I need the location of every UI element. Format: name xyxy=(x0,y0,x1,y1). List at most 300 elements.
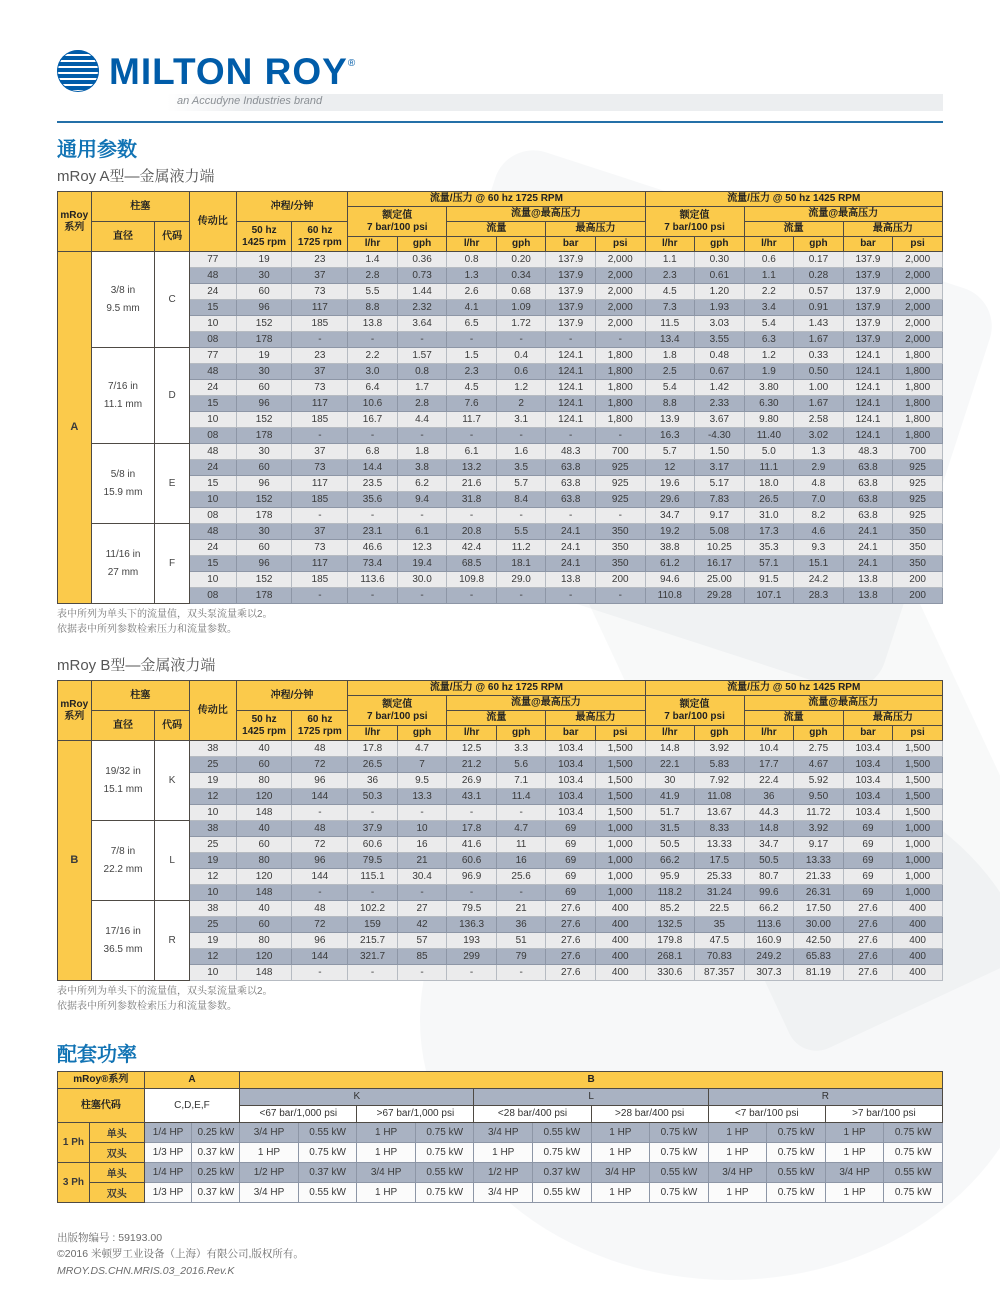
ratio-cell: 24 xyxy=(189,380,236,396)
flow-cell: 42.4 xyxy=(447,540,497,556)
hdr-series: mRoy 系列 xyxy=(58,681,92,741)
flow-cell: 1.2 xyxy=(744,348,794,364)
flow-cell: 5.08 xyxy=(695,524,745,540)
flow-cell: 137.9 xyxy=(843,332,893,348)
flow-cell: 63.8 xyxy=(843,508,893,524)
phase-label: 3 Ph xyxy=(58,1163,90,1203)
flow-cell: - xyxy=(397,588,447,604)
plunger-size-mm: 11.1 mm xyxy=(103,398,143,410)
flow-cell: 400 xyxy=(893,901,943,917)
flow-cell: 69 xyxy=(546,837,596,853)
flow-cell: 2,000 xyxy=(595,268,645,284)
spec-row xyxy=(58,444,943,460)
flow-cell: 34.7 xyxy=(645,508,695,524)
flow-cell: 110.8 xyxy=(645,588,695,604)
flow-cell: 1,800 xyxy=(595,348,645,364)
power-value: 0.75 kW xyxy=(767,1183,826,1203)
hdr-flow50: 流量/压力 @ 50 hz 1425 RPM xyxy=(645,192,942,207)
flow-cell: 4.5 xyxy=(645,284,695,300)
flow-cell: 152 xyxy=(236,412,292,428)
flow-cell: 1,500 xyxy=(595,789,645,805)
flow-cell: 117 xyxy=(292,476,348,492)
flow-cell: 69 xyxy=(546,885,596,901)
flow-cell: 0.4 xyxy=(496,348,546,364)
flow-cell: 193 xyxy=(447,933,497,949)
flow-cell: 37.9 xyxy=(348,821,398,837)
power-value: 1 HP xyxy=(591,1183,650,1203)
spec-row xyxy=(58,268,943,284)
flow-cell: 60 xyxy=(236,917,292,933)
power-value: 0.75 kW xyxy=(650,1143,709,1163)
flow-cell: - xyxy=(496,805,546,821)
flow-cell: 9.17 xyxy=(695,508,745,524)
flow-cell: 17.3 xyxy=(744,524,794,540)
flow-cell: 1.42 xyxy=(695,380,745,396)
flow-cell: 73 xyxy=(292,540,348,556)
mroy-b-spec-table xyxy=(57,680,943,981)
flow-cell: 144 xyxy=(292,949,348,965)
flow-cell: 400 xyxy=(595,901,645,917)
hdr-range: >28 bar/400 psi xyxy=(591,1106,708,1123)
flow-cell: 103.4 xyxy=(843,741,893,757)
flow-cell: 9.50 xyxy=(794,789,844,805)
power-value: 1 HP xyxy=(825,1143,884,1163)
flow-cell: 19.4 xyxy=(397,556,447,572)
flow-cell: 107.1 xyxy=(744,588,794,604)
power-value: 3/4 HP xyxy=(240,1123,299,1143)
flow-cell: 9.4 xyxy=(397,492,447,508)
flow-cell: 17.8 xyxy=(447,821,497,837)
flow-cell: 5.83 xyxy=(695,757,745,773)
flow-cell: 3.0 xyxy=(348,364,398,380)
milton-roy-globe-icon xyxy=(57,50,99,92)
ratio-cell: 08 xyxy=(189,428,236,444)
flow-cell: - xyxy=(447,428,497,444)
flow-cell: 69 xyxy=(546,853,596,869)
flow-cell: 60 xyxy=(236,837,292,853)
head-type-label: 双头 xyxy=(89,1143,144,1163)
flow-cell: 148 xyxy=(236,805,292,821)
hdr-ratio: 传动比 xyxy=(189,681,236,741)
flow-cell: 5.17 xyxy=(695,476,745,492)
flow-cell: 96 xyxy=(236,476,292,492)
flow-cell: 115.1 xyxy=(348,869,398,885)
hdr-plunger: 柱塞 xyxy=(91,192,189,222)
power-value: 1/3 HP xyxy=(144,1143,192,1163)
flow-cell: - xyxy=(447,508,497,524)
power-value: 0.75 kW xyxy=(884,1143,943,1163)
flow-cell: - xyxy=(292,508,348,524)
flow-cell: 65.83 xyxy=(794,949,844,965)
flow-cell: 2.6 xyxy=(447,284,497,300)
flow-cell: 37 xyxy=(292,524,348,540)
flow-cell: 124.1 xyxy=(843,380,893,396)
flow-cell: 44.3 xyxy=(744,805,794,821)
section-title-power: 配套功率 xyxy=(57,1044,137,1066)
flow-cell: 6.30 xyxy=(744,396,794,412)
hdr-psi: psi xyxy=(893,726,943,741)
spec-row xyxy=(58,492,943,508)
power-value: 0.75 kW xyxy=(767,1143,826,1163)
plunger-code: K xyxy=(155,741,190,821)
flow-cell: 69 xyxy=(546,869,596,885)
hdr-psi: psi xyxy=(595,726,645,741)
flow-cell: 120 xyxy=(236,789,292,805)
plunger-size-mm: 15.9 mm xyxy=(103,486,143,498)
flow-cell: 11.2 xyxy=(496,540,546,556)
plunger-code: L xyxy=(155,821,190,901)
flow-cell: 0.36 xyxy=(397,252,447,268)
flow-cell: 2.2 xyxy=(348,348,398,364)
flow-cell: 13.8 xyxy=(546,572,596,588)
flow-cell: 1,800 xyxy=(595,364,645,380)
flow-cell: 0.67 xyxy=(695,364,745,380)
flow-cell: 50.5 xyxy=(744,853,794,869)
spec-row xyxy=(58,869,943,885)
flow-cell: 6.3 xyxy=(744,332,794,348)
flow-cell: 80 xyxy=(236,853,292,869)
flow-cell: 3.80 xyxy=(744,380,794,396)
flow-cell: 69 xyxy=(843,837,893,853)
brand-text: MILTON ROY xyxy=(109,50,348,92)
flow-cell: 0.8 xyxy=(397,364,447,380)
flow-cell: 102.2 xyxy=(348,901,398,917)
flow-cell: 144 xyxy=(292,869,348,885)
flow-cell: 7.0 xyxy=(794,492,844,508)
flow-cell: 69 xyxy=(843,821,893,837)
flow-cell: 103.4 xyxy=(546,805,596,821)
ratio-cell: 10 xyxy=(189,492,236,508)
flow-cell: 3.8 xyxy=(397,460,447,476)
flow-cell: 0.6 xyxy=(744,252,794,268)
flow-cell: 124.1 xyxy=(546,396,596,412)
flow-cell: 132.5 xyxy=(645,917,695,933)
flow-cell: 6.1 xyxy=(397,524,447,540)
flow-cell: 27 xyxy=(397,901,447,917)
flow-cell: 12 xyxy=(645,460,695,476)
flow-cell: 350 xyxy=(595,556,645,572)
flow-cell: 48 xyxy=(292,741,348,757)
plunger-size xyxy=(91,252,155,348)
flow-cell: 28.3 xyxy=(794,588,844,604)
brand-name xyxy=(109,50,357,92)
power-value: 0.75 kW xyxy=(767,1123,826,1143)
plunger-size-in: 5/8 in xyxy=(110,469,136,480)
flow-cell: 160.9 xyxy=(744,933,794,949)
head-type-label: 双头 xyxy=(89,1183,144,1203)
copyright: ©2016 米顿罗工业设备（上海）有限公司,版权所有。 xyxy=(57,1248,304,1261)
flow-cell: 0.57 xyxy=(794,284,844,300)
flow-cell: 103.4 xyxy=(843,805,893,821)
flow-cell: 95.9 xyxy=(645,869,695,885)
flow-cell: 21 xyxy=(496,901,546,917)
flow-cell: 16.17 xyxy=(695,556,745,572)
flow-cell: 3.92 xyxy=(695,741,745,757)
flow-cell: 307.3 xyxy=(744,965,794,981)
flow-cell: 16 xyxy=(397,837,447,853)
flow-cell: 24.1 xyxy=(843,524,893,540)
flow-cell: 185 xyxy=(292,412,348,428)
flow-cell: 2.2 xyxy=(744,284,794,300)
flow-cell: 1,800 xyxy=(893,380,943,396)
plunger-size-in: 19/32 in xyxy=(105,766,141,777)
flow-cell: 79 xyxy=(496,949,546,965)
flow-cell: 120 xyxy=(236,869,292,885)
flow-cell: -4.30 xyxy=(695,428,745,444)
flow-cell: 0.50 xyxy=(794,364,844,380)
flow-cell: 2,000 xyxy=(595,316,645,332)
flow-cell: 2.9 xyxy=(794,460,844,476)
flow-cell: 1,800 xyxy=(595,380,645,396)
flow-cell: - xyxy=(292,885,348,901)
ratio-cell: 38 xyxy=(189,741,236,757)
flow-cell: 3.67 xyxy=(695,412,745,428)
flow-cell: 26.5 xyxy=(744,492,794,508)
flow-cell: - xyxy=(496,885,546,901)
flow-cell: 200 xyxy=(595,572,645,588)
power-value: 0.25 kW xyxy=(192,1163,240,1183)
flow-cell: 35.3 xyxy=(744,540,794,556)
flow-cell: 1.44 xyxy=(397,284,447,300)
flow-cell: 400 xyxy=(595,965,645,981)
flow-cell: 30.4 xyxy=(397,869,447,885)
spec-row xyxy=(58,572,943,588)
hdr-plunger-code: 柱塞代码 xyxy=(58,1089,145,1123)
flow-cell: 61.2 xyxy=(645,556,695,572)
flow-cell: 30 xyxy=(645,773,695,789)
registered-mark: ® xyxy=(347,57,357,69)
flow-cell: 80 xyxy=(236,773,292,789)
power-value: 1 HP xyxy=(825,1123,884,1143)
hdr-flow: 流量 xyxy=(447,711,546,726)
flow-cell: 124.1 xyxy=(546,380,596,396)
hdr-flow60: 流量/压力 @ 60 hz 1725 RPM xyxy=(348,192,645,207)
flow-cell: 72 xyxy=(292,837,348,853)
flow-cell: 1.8 xyxy=(645,348,695,364)
power-value: 0.75 kW xyxy=(415,1123,474,1143)
flow-cell: 5.7 xyxy=(645,444,695,460)
flow-cell: 48 xyxy=(292,901,348,917)
flow-cell: 1,800 xyxy=(893,412,943,428)
flow-cell: 1.9 xyxy=(744,364,794,380)
flow-cell: 1,000 xyxy=(595,869,645,885)
flow-cell: 60 xyxy=(236,540,292,556)
ratio-cell: 19 xyxy=(189,933,236,949)
flow-cell: 152 xyxy=(236,572,292,588)
flow-cell: 3.3 xyxy=(496,741,546,757)
hdr-maxp: 最高压力 xyxy=(843,711,942,726)
flow-cell: 70.83 xyxy=(695,949,745,965)
hdr-lhr: l/hr xyxy=(744,237,794,252)
flow-cell: 3.55 xyxy=(695,332,745,348)
hdr-plunger: 柱塞 xyxy=(91,681,189,711)
flow-cell: 4.6 xyxy=(794,524,844,540)
power-value: 0.75 kW xyxy=(884,1183,943,1203)
power-value: 0.25 kW xyxy=(192,1123,240,1143)
hdr-ratio: 传动比 xyxy=(189,192,236,252)
flow-cell: 41.9 xyxy=(645,789,695,805)
flow-cell: 3.17 xyxy=(695,460,745,476)
flow-cell: 1.2 xyxy=(496,380,546,396)
flow-cell: 1.57 xyxy=(397,348,447,364)
flow-cell: 21.33 xyxy=(794,869,844,885)
power-value: 3/4 HP xyxy=(240,1183,299,1203)
flow-cell: 925 xyxy=(893,460,943,476)
power-value: 0.55 kW xyxy=(533,1123,592,1143)
flow-cell: - xyxy=(348,588,398,604)
flow-cell: 4.4 xyxy=(397,412,447,428)
flow-cell: 27.6 xyxy=(546,901,596,917)
spec-row xyxy=(58,805,943,821)
flow-cell: 21 xyxy=(397,853,447,869)
table-note: 表中所列为单头下的流量值，双头泵流量乘以2。 依据表中所列参数检索压力和流量参数。 xyxy=(57,609,273,635)
flow-cell: 35 xyxy=(695,917,745,933)
power-value: 0.55 kW xyxy=(533,1183,592,1203)
power-value: 0.55 kW xyxy=(884,1163,943,1183)
hdr-gph: gph xyxy=(397,726,447,741)
flow-cell: - xyxy=(348,965,398,981)
ratio-cell: 19 xyxy=(189,853,236,869)
hdr-series-a: A xyxy=(144,1072,240,1089)
ratio-cell: 10 xyxy=(189,965,236,981)
flow-cell: 1,000 xyxy=(595,853,645,869)
flow-cell: 1,000 xyxy=(893,885,943,901)
flow-cell: 48.3 xyxy=(546,444,596,460)
flow-cell: 1,000 xyxy=(595,821,645,837)
plunger-size-mm: 15.1 mm xyxy=(103,783,143,795)
flow-cell: 3.92 xyxy=(794,821,844,837)
flow-cell: 37 xyxy=(292,444,348,460)
hdr-lhr: l/hr xyxy=(744,726,794,741)
flow-cell: 3.02 xyxy=(794,428,844,444)
hdr-code-k: K xyxy=(240,1089,474,1106)
flow-cell: 1.67 xyxy=(794,396,844,412)
flow-cell: 22.1 xyxy=(645,757,695,773)
flow-cell: 700 xyxy=(893,444,943,460)
flow-cell: 152 xyxy=(236,492,292,508)
flow-cell: 66.2 xyxy=(744,901,794,917)
flow-cell: 63.8 xyxy=(546,460,596,476)
flow-cell: - xyxy=(348,508,398,524)
flow-cell: 2 xyxy=(496,396,546,412)
hdr-diameter: 直径 xyxy=(91,222,155,252)
hdr-rated50: 额定值 7 bar/100 psi xyxy=(645,207,744,237)
flow-cell: 11.7 xyxy=(447,412,497,428)
flow-cell: 57 xyxy=(397,933,447,949)
flow-cell: 30 xyxy=(236,364,292,380)
flow-cell: 51.7 xyxy=(645,805,695,821)
flow-cell: 1.4 xyxy=(348,252,398,268)
flow-cell: 11.5 xyxy=(645,316,695,332)
flow-cell: 25.00 xyxy=(695,572,745,588)
flow-cell: 24.1 xyxy=(546,556,596,572)
power-value: 0.37 kW xyxy=(192,1143,240,1163)
flow-cell: 1,800 xyxy=(595,412,645,428)
head-type-label: 单头 xyxy=(89,1163,144,1183)
flow-cell: - xyxy=(292,332,348,348)
power-value: 0.75 kW xyxy=(298,1143,357,1163)
flow-cell: 72 xyxy=(292,757,348,773)
ratio-cell: 12 xyxy=(189,869,236,885)
flow-cell: 1.00 xyxy=(794,380,844,396)
flow-cell: 400 xyxy=(595,917,645,933)
flow-cell: 27.6 xyxy=(843,949,893,965)
spec-row xyxy=(58,348,943,364)
hdr-rated50: 额定值 7 bar/100 psi xyxy=(645,696,744,726)
flow-cell: 2,000 xyxy=(893,300,943,316)
flow-cell: 24.1 xyxy=(843,540,893,556)
ratio-cell: 10 xyxy=(189,316,236,332)
flow-cell: 29.0 xyxy=(496,572,546,588)
flow-cell: 1,000 xyxy=(893,853,943,869)
flow-cell: 60.6 xyxy=(348,837,398,853)
flow-cell: 26.5 xyxy=(348,757,398,773)
flow-cell: 117 xyxy=(292,556,348,572)
flow-cell: 80 xyxy=(236,933,292,949)
flow-cell: 3.5 xyxy=(496,460,546,476)
flow-cell: 124.1 xyxy=(546,364,596,380)
flow-cell: 30.00 xyxy=(794,917,844,933)
spec-row xyxy=(58,524,943,540)
flow-cell: - xyxy=(496,965,546,981)
flow-cell: 6.8 xyxy=(348,444,398,460)
spec-row xyxy=(58,821,943,837)
spec-row xyxy=(58,853,943,869)
flow-cell: 1,000 xyxy=(893,869,943,885)
flow-cell: 1,500 xyxy=(893,773,943,789)
flow-cell: - xyxy=(447,588,497,604)
flow-cell: 185 xyxy=(292,492,348,508)
flow-cell: 10.25 xyxy=(695,540,745,556)
hdr-flow: 流量 xyxy=(447,222,546,237)
flow-cell: 1.8 xyxy=(397,444,447,460)
power-value: 1 HP xyxy=(708,1143,767,1163)
hdr-range: >67 bar/1,000 psi xyxy=(357,1106,474,1123)
hdr-series: mRoy 系列 xyxy=(58,192,92,252)
power-row xyxy=(58,1123,943,1143)
flow-cell: 109.8 xyxy=(447,572,497,588)
flow-cell: - xyxy=(292,428,348,444)
flow-cell: 1,500 xyxy=(595,773,645,789)
hdr-maxp: 最高压力 xyxy=(546,711,645,726)
hdr-lhr: l/hr xyxy=(447,726,497,741)
flow-cell: 1.09 xyxy=(496,300,546,316)
tableA-subtitle: mRoy A型—金属液力端 xyxy=(57,168,215,185)
plunger-size xyxy=(91,901,155,981)
hdr-lhr: l/hr xyxy=(447,237,497,252)
spec-row xyxy=(58,741,943,757)
flow-cell: - xyxy=(397,508,447,524)
flow-cell: 5.0 xyxy=(744,444,794,460)
plunger-code: D xyxy=(155,348,190,444)
flow-cell: 21.6 xyxy=(447,476,497,492)
flow-cell: 43.1 xyxy=(447,789,497,805)
flow-cell: 48.3 xyxy=(843,444,893,460)
power-value: 1 HP xyxy=(591,1143,650,1163)
flow-cell: 1.3 xyxy=(794,444,844,460)
flow-cell: 27.6 xyxy=(546,933,596,949)
flow-cell: - xyxy=(292,805,348,821)
flow-cell: 0.17 xyxy=(794,252,844,268)
flow-cell: 13.3 xyxy=(397,789,447,805)
spec-row xyxy=(58,773,943,789)
flow-cell: 925 xyxy=(893,476,943,492)
flow-cell: 63.8 xyxy=(843,476,893,492)
plunger-code: R xyxy=(155,901,190,981)
flow-cell: 925 xyxy=(893,492,943,508)
flow-cell: 20.8 xyxy=(447,524,497,540)
flow-cell: 30 xyxy=(236,524,292,540)
